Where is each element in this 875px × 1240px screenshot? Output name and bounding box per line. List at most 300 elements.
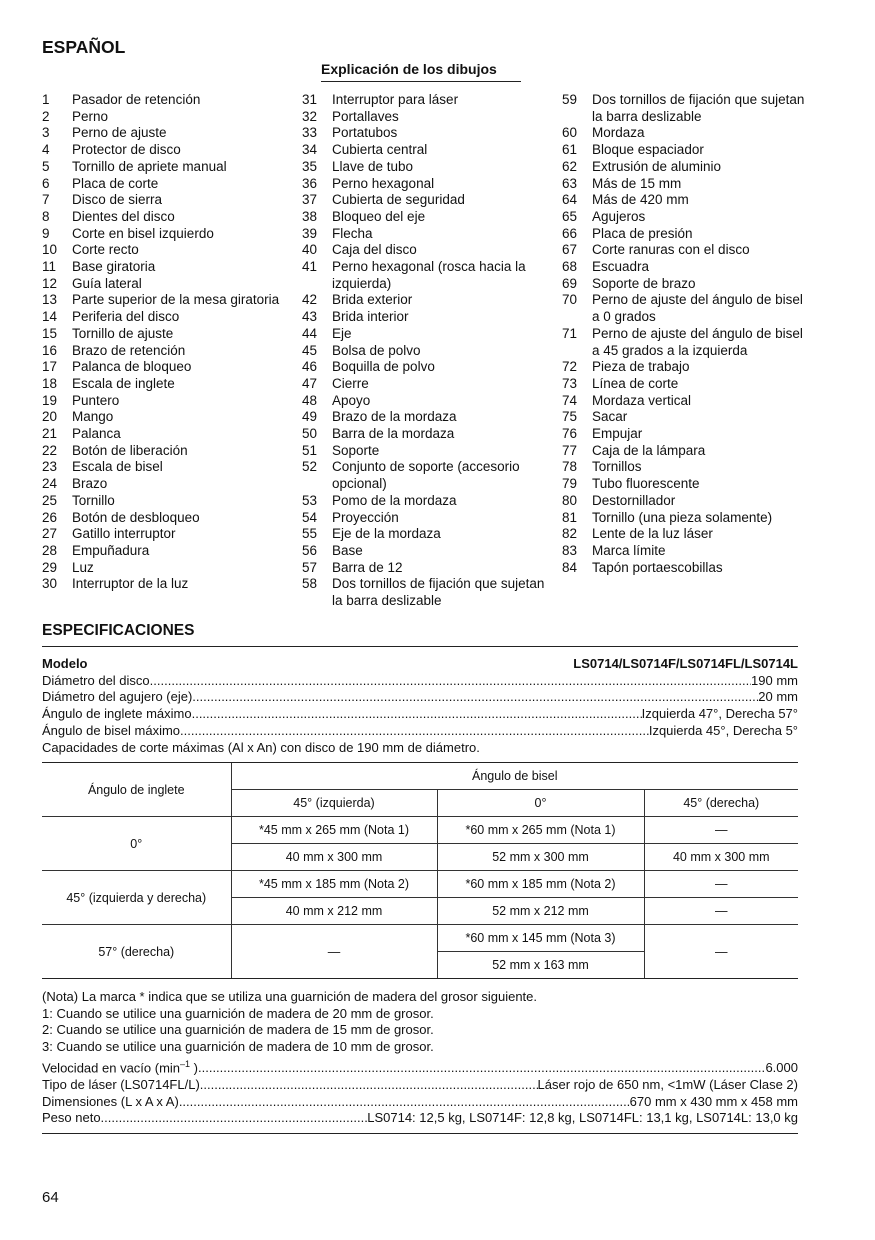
spec-laser-type — [42, 1077, 798, 1094]
legend-item-number: 38 — [302, 208, 318, 224]
legend-item-label: Gatillo interruptor — [72, 526, 176, 542]
bevel-col-right: 45° (derecha) — [644, 790, 798, 817]
table-cell: — — [231, 925, 437, 979]
legend-item-number: 61 — [562, 142, 578, 158]
legend-item — [302, 176, 547, 193]
legend-item-number: 62 — [562, 158, 578, 174]
leader-dots — [150, 673, 751, 690]
legend-item-number: 51 — [302, 442, 318, 458]
spec-max-miter — [42, 706, 798, 723]
legend-item-label: Palanca — [72, 426, 121, 442]
legend-item — [42, 393, 287, 410]
page-number: 64 — [42, 1189, 59, 1206]
legend-item — [562, 125, 812, 142]
legend-item — [302, 493, 547, 510]
legend-item-number: 1 — [42, 92, 50, 107]
legend-item — [562, 226, 812, 243]
legend-item-label: Barra de 12 — [332, 559, 403, 575]
legend-item-number: 9 — [42, 225, 50, 241]
legend-item-number: 25 — [42, 492, 58, 508]
legend-item-label: Agujeros — [592, 208, 646, 224]
leader-dots — [101, 1110, 368, 1127]
legend-item — [562, 142, 812, 159]
legend-item-label: Caja del disco — [332, 242, 417, 258]
legend-item-label: Apoyo — [332, 392, 371, 408]
legend-item-number: 69 — [562, 275, 578, 291]
legend-item-number: 15 — [42, 325, 58, 341]
legend-item-label: Puntero — [72, 392, 120, 408]
legend-item — [42, 409, 287, 426]
legend-item — [562, 242, 812, 259]
legend-item-label: Interruptor para láser — [332, 92, 459, 107]
legend-item-number: 27 — [42, 526, 58, 542]
legend-item — [42, 510, 287, 527]
speed-label-text: Velocidad en vacío (min — [42, 1060, 181, 1076]
legend-item-label: Soporte — [332, 442, 380, 458]
legend-item-label: Brazo de retención — [72, 342, 186, 358]
legend-item — [562, 476, 812, 493]
note-3: 3: Cuando se utilice una guarnición de madera de 10 mm de grosor. — [42, 1039, 434, 1055]
legend-item-number: 60 — [562, 125, 578, 141]
legend-item-label: Extrusión de aluminio — [592, 158, 722, 174]
legend-item-label: Mordaza — [592, 125, 645, 141]
legend-item-number: 4 — [42, 142, 50, 158]
legend-item-label: Luz — [72, 559, 94, 575]
legend-item-label: Escuadra — [592, 259, 650, 275]
legend-item-label: Barra de la mordaza — [332, 426, 455, 442]
legend-item-label: Flecha — [332, 225, 373, 241]
legend-item — [302, 242, 547, 259]
legend-item-number: 50 — [302, 426, 318, 442]
specifications-block — [42, 656, 798, 756]
legend-item-number: 57 — [302, 559, 318, 575]
table-cell: 40 mm x 212 mm — [231, 898, 437, 925]
spec-value: LS0714: 12,5 kg, LS0714F: 12,8 kg, LS0714FL: 13,1 kg, LS0714L: 13,0 kg — [367, 1110, 798, 1126]
speed-label-close: ) — [190, 1060, 198, 1076]
legend-item — [302, 159, 547, 176]
legend-item-label: Protector de disco — [72, 142, 181, 158]
legend-item — [42, 543, 287, 560]
legend-item-number: 44 — [302, 325, 318, 341]
legend-item — [42, 443, 287, 460]
spec-label: Ángulo de bisel máximo — [42, 722, 181, 738]
legend-item — [562, 510, 812, 527]
legend-item-label: Pieza de trabajo — [592, 359, 690, 375]
legend-item — [562, 526, 812, 543]
model-label: Modelo — [42, 656, 88, 671]
spec-label: Diámetro del agujero (eje) — [42, 689, 193, 705]
legend-item-number: 8 — [42, 208, 50, 224]
legend-item-number: 19 — [42, 392, 58, 408]
legend-item — [562, 359, 812, 376]
legend-item-number: 59 — [562, 92, 578, 107]
legend-item-label: Perno de ajuste — [72, 125, 167, 141]
spec-value: Izquierda 45°, Derecha 5° — [648, 722, 798, 738]
spec-label: Diámetro del disco — [42, 672, 150, 688]
legend-item-number: 66 — [562, 225, 578, 241]
table-cell: 52 mm x 212 mm — [437, 898, 644, 925]
leader-dots — [179, 1094, 630, 1111]
spec-label: Peso neto — [42, 1110, 101, 1126]
legend-item-number: 70 — [562, 292, 578, 308]
legend-item-number: 20 — [42, 409, 58, 425]
legend-item — [42, 359, 287, 376]
specifications-title: ESPECIFICACIONES — [42, 622, 798, 647]
legend-item-label: Más de 15 mm — [592, 175, 682, 191]
legend-item — [302, 259, 547, 292]
spec-value: Izquierda 47°, Derecha 57° — [641, 706, 798, 722]
legend-item — [302, 192, 547, 209]
legend-item-label: Perno hexagonal (rosca hacia la izquierda) — [332, 259, 526, 291]
legend-item-label: Botón de desbloqueo — [72, 509, 200, 525]
legend-item — [562, 376, 812, 393]
miter-row-label: 57° (derecha) — [42, 925, 231, 979]
legend-item — [302, 309, 547, 326]
legend-item-label: Escala de bisel — [72, 459, 163, 475]
notes-block — [42, 989, 798, 1134]
legend-item-number: 81 — [562, 509, 578, 525]
legend-item-number: 23 — [42, 459, 58, 475]
legend-item-number: 2 — [42, 108, 50, 124]
legend-item-number: 58 — [302, 576, 318, 592]
legend-item-label: Llave de tubo — [332, 158, 414, 174]
spec-value: 190 mm — [751, 672, 798, 688]
page-language-heading: ESPAÑOL — [42, 37, 126, 57]
legend-item-number: 76 — [562, 426, 578, 442]
legend-item — [562, 326, 812, 359]
legend-item-number: 13 — [42, 292, 58, 308]
legend-item-label: Dos tornillos de fijación que sujetan la barra deslizable — [332, 576, 545, 609]
legend-item — [302, 543, 547, 560]
legend-item-label: Mordaza vertical — [592, 392, 692, 408]
legend-item-label: Corte recto — [72, 242, 139, 258]
legend-item — [42, 326, 287, 343]
legend-item-label: Sacar — [592, 409, 628, 425]
legend-item-number: 32 — [302, 108, 318, 124]
legend-item-number: 29 — [42, 559, 58, 575]
legend-item — [42, 560, 287, 577]
model-row — [42, 656, 798, 673]
legend-item-label: Línea de corte — [592, 375, 679, 391]
legend-item-number: 11 — [42, 259, 57, 275]
legend-item — [302, 376, 547, 393]
legend-item-number: 42 — [302, 292, 318, 308]
legend-item — [42, 125, 287, 142]
legend-item-number: 41 — [302, 259, 318, 275]
legend-item-label: Tornillo de ajuste — [72, 325, 174, 341]
legend-item-label: Tornillos — [592, 459, 642, 475]
legend-item — [562, 209, 812, 226]
bevel-col-zero: 0° — [437, 790, 644, 817]
legend-item-number: 48 — [302, 392, 318, 408]
legend-item-label: Brazo de la mordaza — [332, 409, 457, 425]
legend-item — [302, 226, 547, 243]
legend-item — [42, 376, 287, 393]
note-intro: (Nota) La marca * indica que se utiliza una guarnición de madera del grosor siguiente. — [42, 989, 538, 1004]
spec-value: 20 mm — [758, 689, 798, 705]
legend-item-number: 34 — [302, 142, 318, 158]
legend-item — [562, 426, 812, 443]
legend-item-label: Boquilla de polvo — [332, 359, 435, 375]
legend-item-number: 77 — [562, 442, 578, 458]
legend-item — [302, 109, 547, 126]
legend-item-label: Escala de inglete — [72, 375, 175, 391]
legend-item-label: Cubierta de seguridad — [332, 192, 465, 208]
legend-item-label: Base — [332, 542, 363, 558]
legend-item-label: Palanca de bloqueo — [72, 359, 192, 375]
legend-item-label: Dientes del disco — [72, 208, 175, 224]
legend-item-label: Placa de presión — [592, 225, 693, 241]
legend-item-number: 72 — [562, 359, 578, 375]
legend-item-number: 37 — [302, 192, 318, 208]
capacities-caption: Capacidades de corte máximas (Al x An) con disco de 190 mm de diámetro. — [42, 739, 480, 755]
legend-item-label: Cubierta central — [332, 142, 428, 158]
legend-item-number: 5 — [42, 158, 50, 174]
legend-item-number: 28 — [42, 542, 58, 558]
miter-row-label: 0° — [42, 817, 231, 871]
legend-item — [42, 343, 287, 360]
legend-item-number: 74 — [562, 392, 578, 408]
legend-item — [562, 259, 812, 276]
legend-item — [42, 159, 287, 176]
spec-value: Láser rojo de 650 nm, <1mW (Láser Clase 2) — [537, 1076, 798, 1092]
spec-disc-diameter — [42, 673, 798, 690]
spec-dimensions — [42, 1094, 798, 1111]
legend-item-label: Destornillador — [592, 492, 676, 508]
legend-item-number: 54 — [302, 509, 318, 525]
leader-dots — [192, 706, 642, 723]
legend-item — [302, 343, 547, 360]
legend-item-label: Brida exterior — [332, 292, 413, 308]
legend-item — [562, 393, 812, 410]
legend-item-number: 56 — [302, 542, 318, 558]
legend-item — [302, 393, 547, 410]
legend-item-number: 78 — [562, 459, 578, 475]
legend-item-label: Pomo de la mordaza — [332, 492, 457, 508]
legend-item-number: 84 — [562, 559, 578, 575]
legend-item — [42, 459, 287, 476]
legend-item-number: 49 — [302, 409, 318, 425]
legend-item — [562, 276, 812, 293]
legend-item — [302, 292, 547, 309]
legend-item-label: Pasador de retención — [72, 92, 201, 107]
legend-item-label: Empuñadura — [72, 542, 150, 558]
legend-item — [42, 309, 287, 326]
legend-item-label: Placa de corte — [72, 175, 159, 191]
table-cell: *60 mm x 265 mm (Nota 1) — [437, 817, 644, 844]
legend-item-number: 39 — [302, 225, 318, 241]
legend-item-number: 73 — [562, 375, 578, 391]
legend-item-number: 79 — [562, 476, 578, 492]
legend-item-number: 45 — [302, 342, 318, 358]
legend-item-label: Cierre — [332, 375, 369, 391]
legend-item-label: Tubo fluorescente — [592, 476, 700, 492]
legend-item-label: Tornillo de apriete manual — [72, 158, 227, 174]
legend-item — [42, 142, 287, 159]
leader-dots — [200, 1077, 538, 1094]
legend-item — [562, 493, 812, 510]
legend-item-label: Parte superior de la mesa giratoria — [72, 292, 280, 308]
legend-item — [42, 176, 287, 193]
legend-item-number: 26 — [42, 509, 58, 525]
legend-item — [42, 192, 287, 209]
legend-item-number: 3 — [42, 125, 50, 141]
legend-item-label: Corte en bisel izquierdo — [72, 225, 214, 241]
legend-item — [42, 426, 287, 443]
spec-no-load-speed — [42, 1056, 798, 1077]
legend-item-number: 17 — [42, 359, 58, 375]
legend-item-label: Bloque espaciador — [592, 142, 704, 158]
legend-item-number: 47 — [302, 375, 318, 391]
legend-item — [302, 459, 547, 492]
legend-item-label: Periferia del disco — [72, 309, 180, 325]
legend-item-label: Brazo — [72, 476, 108, 492]
legend-item — [562, 459, 812, 476]
legend-item-label: Proyección — [332, 509, 399, 525]
legend-item — [42, 226, 287, 243]
legend-item — [302, 142, 547, 159]
legend-item-number: 10 — [42, 242, 58, 258]
legend-item — [302, 92, 547, 109]
legend-item — [562, 443, 812, 460]
legend-item-label: Caja de la lámpara — [592, 442, 706, 458]
legend-item-label: Eje de la mordaza — [332, 526, 441, 542]
legend-item-label: Botón de liberación — [72, 442, 188, 458]
legend-item — [42, 576, 287, 593]
speed-unit-exponent: –1 — [180, 1058, 191, 1069]
legend-item-label: Base giratoria — [72, 259, 156, 275]
legend-item-label: Perno de ajuste del ángulo de bisel a 0 grados — [592, 292, 803, 325]
legend-item — [302, 560, 547, 577]
legend-item — [42, 476, 287, 493]
bevel-angle-header: Ángulo de bisel — [231, 763, 798, 790]
legend-item — [302, 409, 547, 426]
legend-item-label: Corte ranuras con el disco — [592, 242, 750, 258]
legend-item — [42, 526, 287, 543]
legend-item-number: 68 — [562, 259, 578, 275]
legend-item-number: 40 — [302, 242, 318, 258]
legend-item-label: Tornillo (una pieza solamente) — [592, 509, 773, 525]
legend-item-number: 7 — [42, 192, 50, 208]
drawings-explanation-title: Explicación de los dibujos — [321, 61, 521, 82]
legend-item-number: 75 — [562, 409, 578, 425]
model-value: LS0714/LS0714F/LS0714FL/LS0714L — [573, 656, 798, 671]
legend-item-number: 82 — [562, 526, 578, 542]
legend-item-label: Portallaves — [332, 108, 399, 124]
legend-item-label: Perno — [72, 108, 109, 124]
legend-item — [302, 125, 547, 142]
legend-item — [302, 209, 547, 226]
spec-label: Tipo de láser (LS0714FL/L) — [42, 1076, 200, 1092]
legend-item — [42, 92, 287, 109]
spec-max-bevel — [42, 723, 798, 740]
table-cell: — — [644, 871, 798, 898]
legend-item-number: 53 — [302, 492, 318, 508]
legend-item-number: 22 — [42, 442, 58, 458]
note-2: 2: Cuando se utilice una guarnición de madera de 15 mm de grosor. — [42, 1022, 434, 1038]
legend-item — [562, 192, 812, 209]
legend-column-2 — [302, 92, 547, 610]
legend-item-label: Disco de sierra — [72, 192, 163, 208]
legend-item-number: 46 — [302, 359, 318, 375]
legend-item — [42, 259, 287, 276]
legend-item — [562, 560, 812, 577]
legend-item — [42, 493, 287, 510]
legend-item-number: 12 — [42, 275, 58, 291]
legend-item-number: 35 — [302, 158, 318, 174]
spec-hole-diameter — [42, 689, 798, 706]
legend-item-label: Bolsa de polvo — [332, 342, 421, 358]
legend-item — [302, 426, 547, 443]
spec-value: 6.000 — [765, 1060, 798, 1076]
legend-item-label: Tornillo — [72, 492, 115, 508]
legend-item-label: Soporte de brazo — [592, 275, 696, 291]
table-cell: 52 mm x 300 mm — [437, 844, 644, 871]
legend-item-number: 67 — [562, 242, 578, 258]
table-cell: *60 mm x 145 mm (Nota 3) — [437, 925, 644, 952]
legend-item-label: Mango — [72, 409, 114, 425]
miter-row-label: 45° (izquierda y derecha) — [42, 871, 231, 925]
legend-item — [302, 526, 547, 543]
legend-item — [302, 326, 547, 343]
legend-item-label: Guía lateral — [72, 275, 142, 291]
table-cell: *60 mm x 185 mm (Nota 2) — [437, 871, 644, 898]
legend-item-label: Más de 420 mm — [592, 192, 689, 208]
legend-item-number: 30 — [42, 576, 58, 592]
legend-item-label: Empujar — [592, 426, 643, 442]
table-cell: 40 mm x 300 mm — [644, 844, 798, 871]
legend-item — [562, 92, 812, 125]
legend-item-label: Bloqueo del eje — [332, 208, 426, 224]
legend-item-number: 21 — [42, 426, 58, 442]
legend-item-label: Perno de ajuste del ángulo de bisel a 45 grados a la izquierda — [592, 325, 803, 358]
legend-item-number: 33 — [302, 125, 318, 141]
legend-item-number: 16 — [42, 342, 58, 358]
spec-label: Ángulo de inglete máximo — [42, 706, 192, 722]
legend-item — [562, 159, 812, 176]
legend-item-number: 64 — [562, 192, 578, 208]
legend-item-number: 6 — [42, 175, 50, 191]
legend-item-label: Marca límite — [592, 542, 666, 558]
legend-item-label: Conjunto de soporte (accesorio opcional) — [332, 459, 520, 492]
table-cell: *45 mm x 185 mm (Nota 2) — [231, 871, 437, 898]
legend-item-number: 18 — [42, 375, 58, 391]
legend-item-number: 71 — [562, 325, 578, 341]
leader-dots — [198, 1060, 765, 1077]
spec-net-weight — [42, 1110, 798, 1127]
legend-item-label: Dos tornillos de fijación que sujetan la barra deslizable — [592, 92, 805, 124]
legend-item-number: 36 — [302, 175, 318, 191]
cutting-capacity-table — [42, 762, 798, 979]
legend-item-label: Brida interior — [332, 309, 409, 325]
legend-item — [302, 359, 547, 376]
table-cell: — — [644, 898, 798, 925]
legend-item-label: Tapón portaescobillas — [592, 559, 723, 575]
legend-item-label: Perno hexagonal — [332, 175, 435, 191]
legend-item — [42, 292, 287, 309]
table-cell: 52 mm x 163 mm — [437, 952, 644, 979]
table-cell: 40 mm x 300 mm — [231, 844, 437, 871]
legend-item-label: Interruptor de la luz — [72, 576, 189, 592]
table-cell: — — [644, 817, 798, 844]
note-1: 1: Cuando se utilice una guarnición de madera de 20 mm de grosor. — [42, 1005, 434, 1021]
legend-item-number: 55 — [302, 526, 318, 542]
legend-item — [562, 409, 812, 426]
legend-item — [562, 176, 812, 193]
legend-column-3 — [562, 92, 812, 576]
legend-item-number: 65 — [562, 208, 578, 224]
legend-item-number: 43 — [302, 309, 318, 325]
